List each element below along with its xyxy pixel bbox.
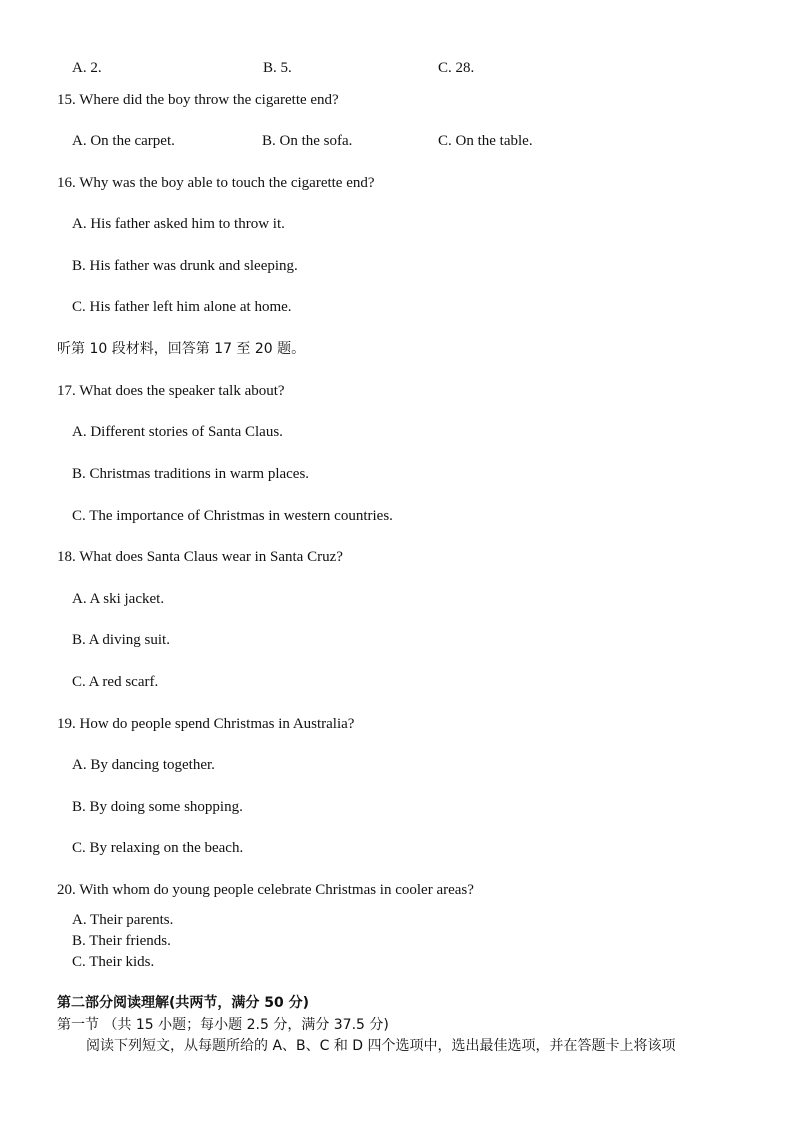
q18-question: 18. What does Santa Claus wear in Santa Cruz? bbox=[57, 549, 343, 565]
q17-option-b: B. Christmas traditions in warm places. bbox=[72, 466, 310, 482]
q15-option-a: A. On the carpet. bbox=[72, 133, 175, 149]
q14-option-a: A. 2. bbox=[72, 60, 102, 76]
q14-option-b: B. 5. bbox=[263, 60, 292, 76]
q20-option-c: C. Their kids. bbox=[72, 954, 155, 970]
q20-question: 20. With whom do young people celebrate Christmas in cooler areas? bbox=[57, 882, 474, 898]
q18-option-b: B. A diving suit. bbox=[72, 632, 170, 648]
q15-question: 15. Where did the boy throw the cigarette end? bbox=[57, 92, 339, 108]
part2-section1: 第一节 （共 15 小题；每小题 2.5 分，满分 37.5 分) bbox=[57, 1017, 389, 1033]
q20-option-a: A. Their parents. bbox=[72, 912, 174, 928]
part2-title: 第二部分阅读理解(共两节，满分 50 分) bbox=[57, 995, 310, 1011]
q15-option-c: C. On the table. bbox=[438, 133, 533, 149]
q18-option-a: A. A ski jacket. bbox=[72, 591, 165, 607]
q15-option-b: B. On the sofa. bbox=[262, 133, 353, 149]
q17-option-c: C. The importance of Christmas in western countries. bbox=[72, 508, 393, 524]
section10-instruction: 听第 10 段材料，回答第 17 至 20 题。 bbox=[57, 341, 306, 357]
q16-question: 16. Why was the boy able to touch the cigarette end? bbox=[57, 175, 375, 191]
q16-option-a: A. His father asked him to throw it. bbox=[72, 216, 285, 232]
q16-option-c: C. His father left him alone at home. bbox=[72, 299, 292, 315]
q16-option-b: B. His father was drunk and sleeping. bbox=[72, 258, 298, 274]
q19-option-c: C. By relaxing on the beach. bbox=[72, 840, 244, 856]
part2-instruction: 阅读下列短文，从每题所给的 A、B、C 和 D 四个选项中，选出最佳选项，并在答题卡上将该项 bbox=[86, 1038, 676, 1054]
q19-option-a: A. By dancing together. bbox=[72, 757, 215, 773]
q18-option-c: C. A red scarf. bbox=[72, 674, 159, 690]
q17-option-a: A. Different stories of Santa Claus. bbox=[72, 424, 283, 440]
q20-option-b: B. Their friends. bbox=[72, 933, 171, 949]
q19-option-b: B. By doing some shopping. bbox=[72, 799, 243, 815]
q19-question: 19. How do people spend Christmas in Australia? bbox=[57, 716, 355, 732]
q17-question: 17. What does the speaker talk about? bbox=[57, 383, 285, 399]
q14-option-c: C. 28. bbox=[438, 60, 475, 76]
